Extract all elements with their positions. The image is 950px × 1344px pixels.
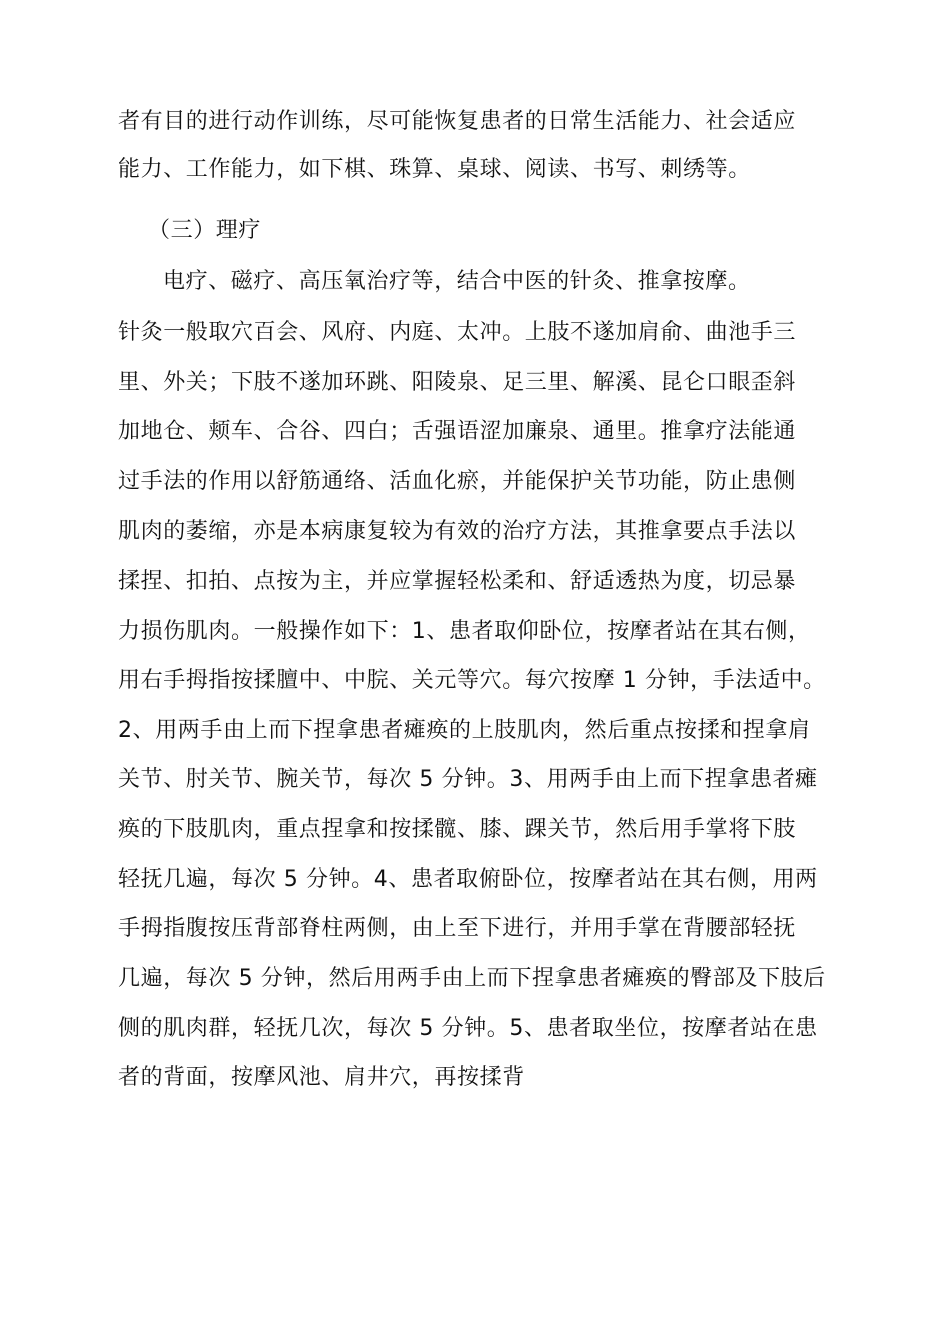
text-line: 手拇指腹按压背部脊柱两侧，由上至下进行，并用手掌在背腰部轻抚	[118, 916, 797, 941]
text-line: 侧的肌肉群，轻抚几次，每次 5 分钟。5、患者取坐位，按摩者站在患	[118, 1016, 818, 1041]
text-line: 肌肉的萎缩，亦是本病康复较为有效的治疗方法，其推拿要点手法以	[118, 519, 797, 544]
text-line: 用右手拇指按揉膻中、中脘、关元等穴。每穴按摩 1 分钟，手法适中。	[118, 668, 826, 693]
text-line: 电疗、磁疗、高压氧治疗等，结合中医的针灸、推拿按摩。	[163, 269, 751, 294]
text-line: 里、外关；下肢不遂加环跳、阳陵泉、足三里、解溪、昆仑口眼歪斜	[118, 370, 797, 395]
text-line: 力损伤肌肉。一般操作如下：1、患者取仰卧位，按摩者站在其右侧，	[118, 619, 811, 644]
text-line: 者的背面，按摩风池、肩井穴，再按揉背	[118, 1065, 525, 1090]
section-heading: （三）理疗	[148, 218, 262, 243]
text-line: 针灸一般取穴百会、风府、内庭、太冲。上肢不遂加肩俞、曲池手三	[118, 320, 797, 345]
text-line: 2、用两手由上而下捏拿患者瘫痪的上肢肌肉，然后重点按揉和捏拿肩	[118, 718, 811, 743]
text-line: 揉捏、扣拍、点按为主，并应掌握轻松柔和、舒适透热为度，切忌暴	[118, 569, 797, 594]
text-line: 轻抚几遍，每次 5 分钟。4、患者取俯卧位，按摩者站在其右侧，用两	[118, 867, 818, 892]
text-line: 加地仓、颊车、合谷、四白；舌强语涩加廉泉、通里。推拿疗法能通	[118, 419, 797, 444]
text-line: 过手法的作用以舒筋通络、活血化瘀，并能保护关节功能，防止患侧	[118, 469, 797, 494]
text-line: 能力、工作能力，如下棋、珠算、桌球、阅读、书写、刺绣等。	[118, 157, 751, 182]
text-line: 痪的下肢肌肉，重点捏拿和按揉髋、膝、踝关节，然后用手掌将下肢	[118, 817, 797, 842]
text-line: 者有目的进行动作训练，尽可能恢复患者的日常生活能力、社会适应	[118, 109, 797, 134]
text-line: 关节、肘关节、腕关节，每次 5 分钟。3、用两手由上而下捏拿患者瘫	[118, 767, 818, 792]
text-line: 几遍，每次 5 分钟，然后用两手由上而下捏拿患者瘫痪的臀部及下肢后	[118, 966, 826, 991]
